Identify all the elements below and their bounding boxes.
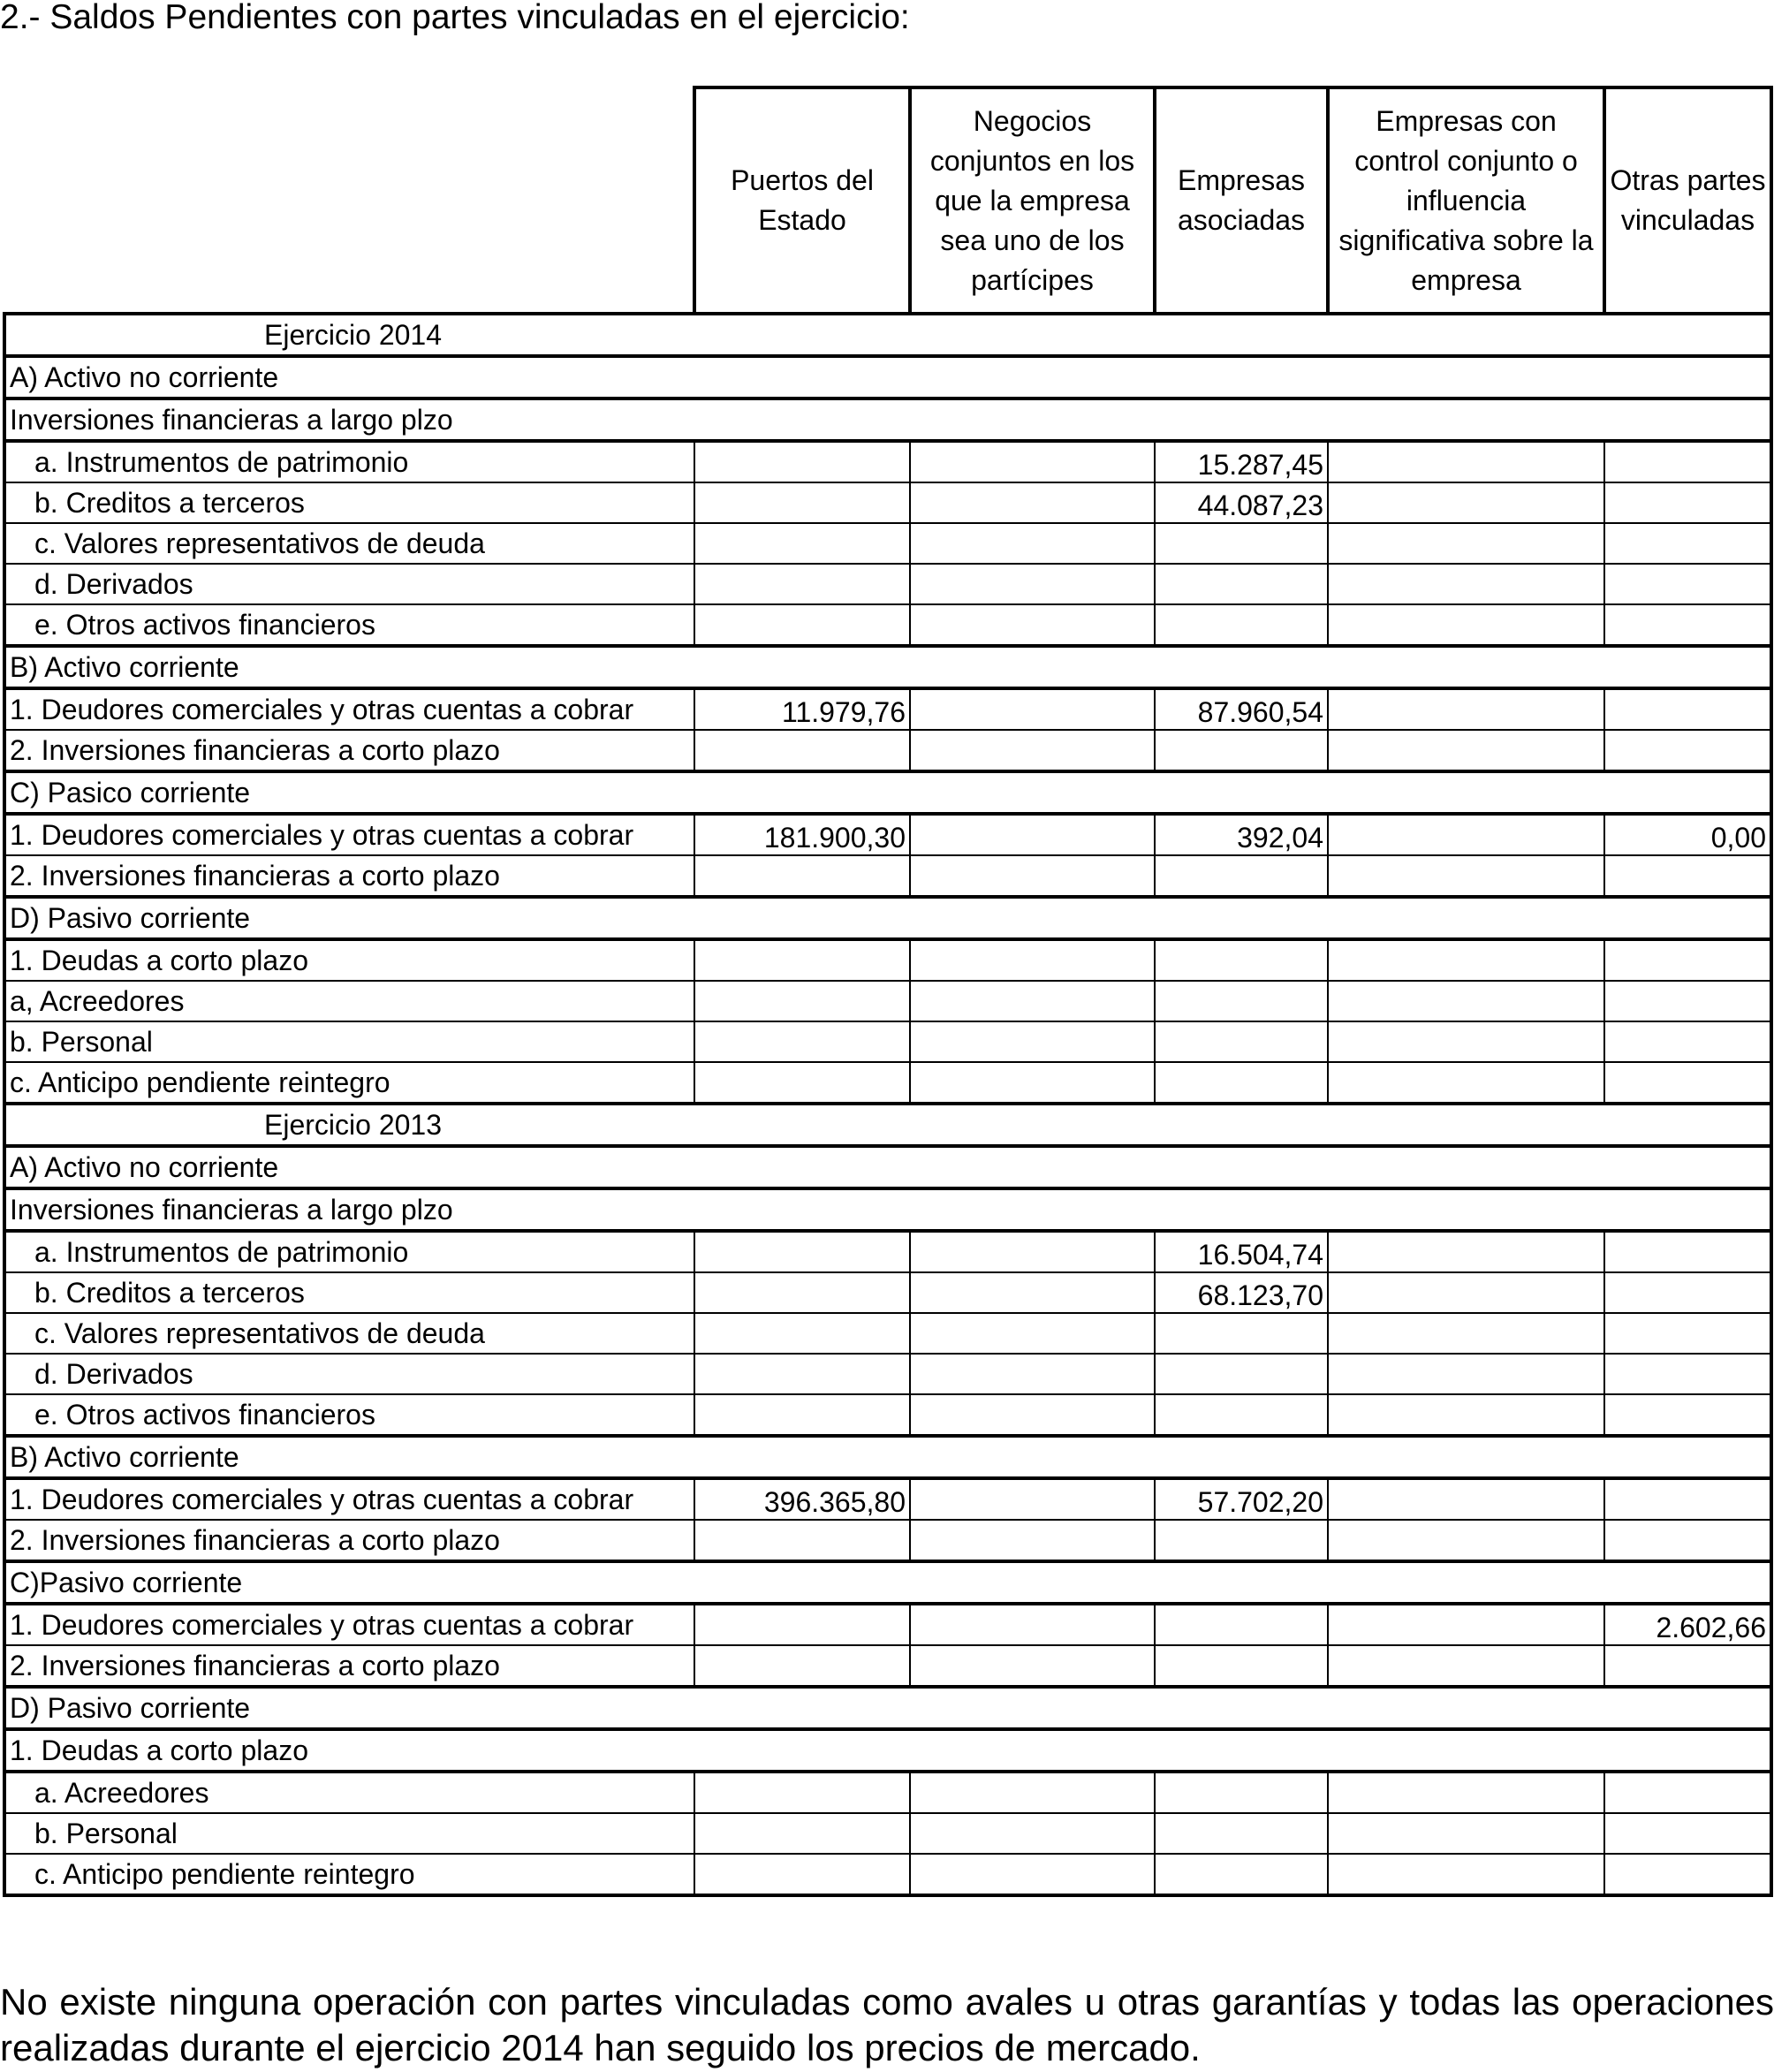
value-cell: [1604, 1645, 1771, 1687]
value-cell: [910, 688, 1155, 730]
value-cell: [910, 1062, 1155, 1104]
section-row: [4, 1188, 1771, 1231]
row-label: c. Anticipo pendiente reintegro: [4, 1062, 694, 1104]
header-row: [4, 87, 1771, 314]
table-row: [4, 730, 1771, 771]
value-cell: [1155, 1021, 1328, 1062]
value-cell: [1328, 564, 1604, 604]
section-row: [4, 1436, 1771, 1478]
column-header-puertos: Puertos del Estado: [694, 87, 910, 314]
value-cell: [1604, 1231, 1771, 1272]
row-label: 1. Deudores comerciales y otras cuentas a cobrar: [4, 814, 694, 855]
value-cell: [1155, 1062, 1328, 1104]
value-cell: [694, 1313, 910, 1354]
section-label: 1. Deudas a corto plazo: [4, 1729, 1771, 1772]
value-cell: [1604, 1772, 1771, 1813]
value-cell: [1328, 604, 1604, 646]
row-label: 1. Deudores comerciales y otras cuentas a cobrar: [4, 688, 694, 730]
section-label: Inversiones financieras a largo plzo: [4, 1188, 1771, 1231]
table-row: [4, 1394, 1771, 1436]
row-label: e. Otros activos financieros: [4, 1394, 694, 1436]
value-cell: [910, 1520, 1155, 1561]
section-label: A) Activo no corriente: [4, 1146, 1771, 1188]
value-cell: 15.287,45: [1155, 441, 1328, 482]
value-cell: [910, 523, 1155, 564]
table-row: [4, 1520, 1771, 1561]
value-cell: [1328, 1021, 1604, 1062]
value-cell: [1328, 1645, 1604, 1687]
row-label: 1. Deudores comerciales y otras cuentas a cobrar: [4, 1478, 694, 1520]
table-row: [4, 981, 1771, 1021]
value-cell: 68.123,70: [1155, 1272, 1328, 1313]
value-cell: [694, 1231, 910, 1272]
value-cell: [1155, 730, 1328, 771]
value-cell: [910, 1604, 1155, 1645]
value-cell: [1604, 1021, 1771, 1062]
value-cell: 396.365,80: [694, 1478, 910, 1520]
value-cell: [1328, 939, 1604, 981]
column-header-asociadas: Empresas asociadas: [1155, 87, 1328, 314]
value-cell: [1328, 1772, 1604, 1813]
row-label: 1. Deudas a corto plazo: [4, 939, 694, 981]
section-label: D) Pasivo corriente: [4, 897, 1771, 939]
section-label: D) Pasivo corriente: [4, 1687, 1771, 1729]
value-cell: [1155, 564, 1328, 604]
value-cell: [910, 1272, 1155, 1313]
table-row: [4, 1645, 1771, 1687]
value-cell: [1328, 523, 1604, 564]
value-cell: [1155, 1520, 1328, 1561]
table-row: [4, 939, 1771, 981]
table-row: [4, 1062, 1771, 1104]
table-row: [4, 1021, 1771, 1062]
value-cell: [1604, 1813, 1771, 1854]
section-row: [4, 1729, 1771, 1772]
value-cell: [1155, 1313, 1328, 1354]
value-cell: 87.960,54: [1155, 688, 1328, 730]
row-label: 1. Deudores comerciales y otras cuentas a cobrar: [4, 1604, 694, 1645]
value-cell: [1328, 1272, 1604, 1313]
value-cell: [1604, 1520, 1771, 1561]
value-cell: [1328, 730, 1604, 771]
value-cell: [694, 564, 910, 604]
table-row: [4, 482, 1771, 523]
section-row: [4, 646, 1771, 688]
row-label: b. Creditos a terceros: [4, 482, 694, 523]
table-row: [4, 1813, 1771, 1854]
value-cell: [910, 855, 1155, 897]
value-cell: [1328, 855, 1604, 897]
value-cell: [694, 482, 910, 523]
value-cell: [1328, 1354, 1604, 1394]
value-cell: [1604, 604, 1771, 646]
value-cell: [1604, 730, 1771, 771]
value-cell: [1604, 1313, 1771, 1354]
row-label: d. Derivados: [4, 1354, 694, 1394]
value-cell: [1328, 1854, 1604, 1895]
value-cell: [1604, 1272, 1771, 1313]
value-cell: 392,04: [1155, 814, 1328, 855]
row-label: 2. Inversiones financieras a corto plazo: [4, 730, 694, 771]
value-cell: [694, 1394, 910, 1436]
section-row: [4, 1687, 1771, 1729]
value-cell: [1155, 1604, 1328, 1645]
value-cell: [1604, 981, 1771, 1021]
value-cell: [1604, 1354, 1771, 1394]
table-row: [4, 1354, 1771, 1394]
value-cell: [1155, 523, 1328, 564]
section-label: C) Pasico corriente: [4, 771, 1771, 814]
value-cell: [1328, 1231, 1604, 1272]
section-row: [4, 1146, 1771, 1188]
row-label: b. Personal: [4, 1021, 694, 1062]
table-row: [4, 814, 1771, 855]
value-cell: [910, 1772, 1155, 1813]
value-cell: [1155, 604, 1328, 646]
table-row: [4, 604, 1771, 646]
balances-table: [3, 86, 1773, 1897]
value-cell: [1604, 939, 1771, 981]
value-cell: [694, 1021, 910, 1062]
value-cell: [910, 730, 1155, 771]
row-label: 2. Inversiones financieras a corto plazo: [4, 855, 694, 897]
value-cell: [1155, 855, 1328, 897]
value-cell: [694, 981, 910, 1021]
year-header-row: [4, 1104, 1771, 1146]
value-cell: [694, 1354, 910, 1394]
value-cell: [694, 855, 910, 897]
table-row: [4, 1854, 1771, 1895]
value-cell: 181.900,30: [694, 814, 910, 855]
value-cell: [910, 1645, 1155, 1687]
value-cell: [1604, 1394, 1771, 1436]
value-cell: [1604, 523, 1771, 564]
section-label: Inversiones financieras a largo plzo: [4, 398, 1771, 441]
value-cell: [1328, 814, 1604, 855]
value-cell: [1328, 1604, 1604, 1645]
value-cell: [1155, 939, 1328, 981]
value-cell: [1328, 1813, 1604, 1854]
value-cell: [694, 939, 910, 981]
row-label: a. Acreedores: [4, 1772, 694, 1813]
row-label: 2. Inversiones financieras a corto plazo: [4, 1645, 694, 1687]
value-cell: [694, 1062, 910, 1104]
header-blank-cell: [4, 87, 694, 314]
table-row: [4, 523, 1771, 564]
row-label: d. Derivados: [4, 564, 694, 604]
value-cell: [1155, 1854, 1328, 1895]
value-cell: [694, 604, 910, 646]
value-cell: [1155, 981, 1328, 1021]
value-cell: [694, 1604, 910, 1645]
value-cell: [910, 1231, 1155, 1272]
value-cell: [1155, 1645, 1328, 1687]
value-cell: [694, 730, 910, 771]
value-cell: [694, 441, 910, 482]
value-cell: [910, 564, 1155, 604]
value-cell: [1604, 1062, 1771, 1104]
year-header-row: [4, 314, 1771, 356]
table-row: [4, 1478, 1771, 1520]
table-row: [4, 1772, 1771, 1813]
value-cell: 11.979,76: [694, 688, 910, 730]
value-cell: [694, 1520, 910, 1561]
value-cell: [694, 1645, 910, 1687]
value-cell: [1328, 1062, 1604, 1104]
page-title: 2.- Saldos Pendientes con partes vinculadas en el ejercicio:: [0, 0, 910, 36]
value-cell: [694, 1813, 910, 1854]
section-label: A) Activo no corriente: [4, 356, 1771, 398]
table-row: [4, 1604, 1771, 1645]
section-label: B) Activo corriente: [4, 646, 1771, 688]
value-cell: [1328, 482, 1604, 523]
value-cell: [1604, 564, 1771, 604]
value-cell: [694, 1772, 910, 1813]
value-cell: [1604, 1478, 1771, 1520]
row-label: c. Valores representativos de deuda: [4, 1313, 694, 1354]
row-label: a. Instrumentos de patrimonio: [4, 1231, 694, 1272]
value-cell: [1328, 688, 1604, 730]
table-row: [4, 688, 1771, 730]
table-row: [4, 1313, 1771, 1354]
value-cell: [910, 939, 1155, 981]
value-cell: 44.087,23: [1155, 482, 1328, 523]
value-cell: [910, 981, 1155, 1021]
value-cell: [1328, 1394, 1604, 1436]
row-label: e. Otros activos financieros: [4, 604, 694, 646]
footnote-paragraph: No existe ninguna operación con partes vinculadas como avales u otras garantías y todas las operaciones realizadas durante el ejercicio 2014 han seguido los precios de mercado.: [0, 1981, 1774, 2068]
value-cell: [910, 482, 1155, 523]
section-row: [4, 771, 1771, 814]
row-label: 2. Inversiones financieras a corto plazo: [4, 1520, 694, 1561]
value-cell: 2.602,66: [1604, 1604, 1771, 1645]
value-cell: [1604, 688, 1771, 730]
row-label: a, Acreedores: [4, 981, 694, 1021]
value-cell: [910, 441, 1155, 482]
table-body: [4, 314, 1771, 1895]
value-cell: [910, 1854, 1155, 1895]
value-cell: [910, 1313, 1155, 1354]
section-row: [4, 1561, 1771, 1604]
column-header-control: Empresas con control conjunto o influencia significativa sobre la empresa: [1328, 87, 1604, 314]
section-row: [4, 897, 1771, 939]
row-label: a. Instrumentos de patrimonio: [4, 441, 694, 482]
value-cell: [910, 1478, 1155, 1520]
value-cell: [1328, 981, 1604, 1021]
value-cell: [1328, 1520, 1604, 1561]
year-label: Ejercicio 2014: [4, 314, 1771, 356]
row-label: c. Valores representativos de deuda: [4, 523, 694, 564]
row-label: b. Creditos a terceros: [4, 1272, 694, 1313]
value-cell: [910, 1813, 1155, 1854]
table-row: [4, 1231, 1771, 1272]
row-label: b. Personal: [4, 1813, 694, 1854]
value-cell: [1604, 482, 1771, 523]
section-row: [4, 356, 1771, 398]
row-label: c. Anticipo pendiente reintegro: [4, 1854, 694, 1895]
year-label: Ejercicio 2013: [4, 1104, 1771, 1146]
value-cell: [1155, 1772, 1328, 1813]
value-cell: [910, 604, 1155, 646]
value-cell: [1155, 1354, 1328, 1394]
value-cell: [1604, 441, 1771, 482]
value-cell: [910, 814, 1155, 855]
value-cell: 0,00: [1604, 814, 1771, 855]
section-label: B) Activo corriente: [4, 1436, 1771, 1478]
value-cell: 16.504,74: [1155, 1231, 1328, 1272]
table-row: [4, 564, 1771, 604]
value-cell: [910, 1021, 1155, 1062]
value-cell: [1155, 1394, 1328, 1436]
value-cell: [694, 523, 910, 564]
value-cell: [1328, 441, 1604, 482]
value-cell: [694, 1272, 910, 1313]
table-row: [4, 1272, 1771, 1313]
value-cell: [694, 1854, 910, 1895]
value-cell: [1604, 1854, 1771, 1895]
section-row: [4, 398, 1771, 441]
column-header-negocios: Negocios conjuntos en los que la empresa sea uno de los partícipes: [910, 87, 1155, 314]
table-row: [4, 441, 1771, 482]
value-cell: 57.702,20: [1155, 1478, 1328, 1520]
table-row: [4, 855, 1771, 897]
value-cell: [1328, 1313, 1604, 1354]
value-cell: [1604, 855, 1771, 897]
column-header-otras: Otras partes vinculadas: [1604, 87, 1771, 314]
value-cell: [1155, 1813, 1328, 1854]
value-cell: [910, 1394, 1155, 1436]
value-cell: [1328, 1478, 1604, 1520]
section-label: C)Pasivo corriente: [4, 1561, 1771, 1604]
value-cell: [910, 1354, 1155, 1394]
